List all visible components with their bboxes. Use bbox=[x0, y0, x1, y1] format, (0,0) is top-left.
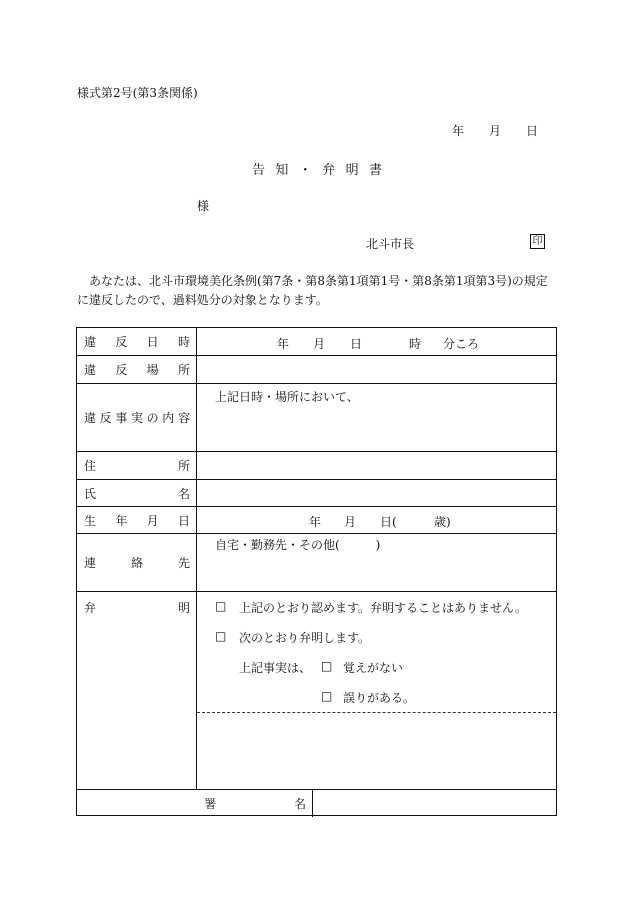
vdt-month: 月 bbox=[313, 337, 326, 351]
label-name bbox=[77, 480, 197, 506]
bd-month: 月 bbox=[344, 515, 357, 529]
label-char: 年 bbox=[115, 513, 128, 528]
title-char: 知 bbox=[275, 163, 289, 178]
value-address[interactable] bbox=[197, 452, 556, 479]
signature-area bbox=[197, 790, 556, 817]
value-contact[interactable] bbox=[197, 534, 556, 591]
vdt-year: 年 bbox=[277, 337, 290, 351]
label-char: 名 bbox=[177, 486, 190, 501]
vdt-minute: 分ころ bbox=[443, 337, 480, 351]
label-violation-datetime bbox=[77, 328, 197, 355]
row-violation-datetime bbox=[77, 328, 556, 356]
value-signature[interactable] bbox=[313, 790, 556, 817]
option-explain-label: 次のとおり弁明します。 bbox=[239, 631, 371, 645]
label-signature bbox=[197, 790, 313, 817]
date-day: 日 bbox=[525, 124, 538, 138]
label-char: 住 bbox=[84, 459, 97, 473]
title-char: ・ bbox=[298, 163, 312, 178]
label-char: 反 bbox=[115, 363, 128, 377]
title-char: 書 bbox=[368, 163, 382, 178]
label-violation-facts bbox=[77, 384, 197, 451]
label-char: 違 bbox=[84, 335, 97, 349]
label-char: 弁 bbox=[84, 601, 97, 615]
label-violation-place bbox=[77, 356, 197, 383]
document-title bbox=[252, 159, 382, 178]
value-name[interactable] bbox=[197, 480, 556, 506]
bd-age: 歳) bbox=[434, 515, 451, 529]
checkbox-no-memory[interactable]: □ bbox=[321, 659, 333, 673]
label-char: 生 bbox=[84, 513, 97, 528]
label-char: 違 bbox=[84, 363, 97, 377]
label-char: の bbox=[146, 411, 159, 425]
option-mistake-label: 誤りがある。 bbox=[343, 691, 416, 705]
label-char: 反 bbox=[99, 411, 112, 425]
value-violation-datetime[interactable] bbox=[197, 328, 556, 355]
label-char: 月 bbox=[146, 513, 159, 528]
label-char: 違 bbox=[84, 411, 97, 425]
label-char: 所 bbox=[177, 459, 190, 473]
violation-facts-text: 上記日時・場所において、 bbox=[215, 390, 359, 404]
issue-date bbox=[452, 122, 538, 139]
label-char: 名 bbox=[293, 797, 306, 811]
label-char: 事 bbox=[115, 411, 128, 425]
value-violation-place[interactable] bbox=[197, 356, 556, 383]
row-violation-facts bbox=[77, 384, 556, 452]
row-violation-place bbox=[77, 356, 556, 384]
facts-prefix: 上記事実は、 bbox=[239, 661, 312, 675]
checkbox-explain[interactable]: □ bbox=[215, 629, 227, 643]
label-char: 反 bbox=[115, 335, 128, 349]
row-contact bbox=[77, 534, 556, 592]
title-char: 告 bbox=[252, 163, 266, 178]
label-contact bbox=[77, 534, 197, 591]
label-char: 実 bbox=[130, 411, 143, 425]
label-char: 連 bbox=[84, 556, 97, 570]
value-explanation bbox=[197, 592, 556, 789]
contact-options: 自宅・勤務先・その他( ) bbox=[215, 538, 381, 552]
label-char: 先 bbox=[177, 556, 190, 570]
row-address bbox=[77, 452, 556, 480]
value-birthdate[interactable] bbox=[197, 507, 556, 533]
explanation-text-area[interactable] bbox=[197, 713, 556, 789]
notice-form-table bbox=[76, 327, 557, 816]
value-violation-facts[interactable] bbox=[197, 384, 556, 451]
label-char: 明 bbox=[177, 601, 190, 615]
row-signature bbox=[77, 790, 556, 817]
row-birthdate bbox=[77, 507, 556, 534]
title-char: 弁 bbox=[322, 163, 336, 178]
bd-year: 年 bbox=[309, 515, 322, 529]
label-char: 署 bbox=[204, 797, 217, 811]
label-explanation bbox=[77, 592, 197, 789]
label-char: 絡 bbox=[130, 556, 143, 570]
label-birthdate bbox=[77, 507, 197, 533]
form-number: 様式第2号(第3条関係) bbox=[77, 86, 198, 100]
label-char: 時 bbox=[177, 335, 190, 349]
label-char: 日 bbox=[146, 335, 159, 349]
checkbox-admit[interactable]: □ bbox=[215, 599, 227, 613]
date-month: 月 bbox=[488, 124, 501, 138]
addressee-suffix: 様 bbox=[197, 199, 210, 213]
checkbox-mistake[interactable]: □ bbox=[321, 689, 333, 703]
label-char: 内 bbox=[162, 411, 175, 425]
vdt-day: 日 bbox=[350, 337, 363, 351]
row-explanation bbox=[77, 592, 556, 790]
option-admit-label: 上記のとおり認めます。弁明することはありません。 bbox=[239, 601, 527, 615]
date-year: 年 bbox=[452, 124, 465, 138]
label-char: 場 bbox=[146, 363, 159, 377]
notice-body: あなたは、北斗市環境美化条例(第7条・第8条第1項第1号・第8条第1項第3号)の規定に違反したので、過料処分の対象となります。 bbox=[77, 274, 548, 307]
label-char: 所 bbox=[177, 363, 190, 377]
label-char: 日 bbox=[177, 513, 190, 528]
label-char: 容 bbox=[177, 411, 190, 425]
issuer-name: 北斗市長 bbox=[366, 237, 415, 251]
label-char: 氏 bbox=[84, 486, 97, 501]
vdt-hour: 時 bbox=[409, 337, 422, 351]
label-address bbox=[77, 452, 197, 479]
row-name bbox=[77, 480, 556, 507]
seal-mark: 印 bbox=[530, 234, 545, 249]
bd-day: 日( bbox=[380, 515, 397, 529]
title-char: 明 bbox=[345, 163, 359, 178]
option-no-memory-label: 覚えがない bbox=[343, 661, 404, 675]
